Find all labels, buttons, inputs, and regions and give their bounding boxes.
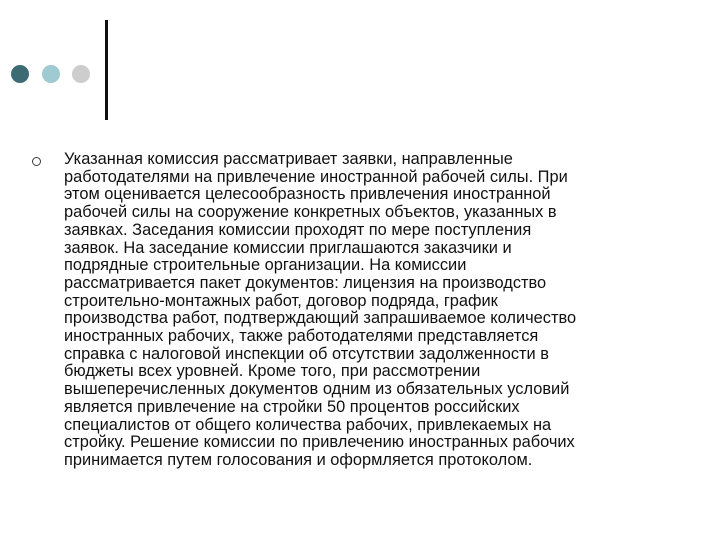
body-line: рассматривается пакет документов: лицензия на производство [64, 273, 547, 292]
body-line: заявок. На заседание комиссии приглашаются заказчики и [64, 238, 512, 257]
decor-dot-dark [11, 65, 29, 83]
body-line: этом оценивается целесообразность привлечения иностранной [64, 185, 551, 204]
body-line: стройку. Решение комиссии по привлечению иностранных рабочих [64, 433, 575, 452]
body-line: подрядные строительные организации. На комиссии [64, 256, 467, 275]
decor-vertical-rule [105, 20, 108, 120]
body-line: вышеперечисленных документов одним из обязательных условий [64, 380, 570, 399]
body-line: справка с налоговой инспекции об отсутствии задолженности в [64, 344, 549, 363]
body-paragraph [64, 151, 674, 470]
body-line: строительно-монтажных работ, договор подряда, график [64, 291, 498, 310]
hollow-circle-bullet-icon [32, 157, 41, 166]
body-line: иностранных рабочих, также работодателями представляется [64, 327, 539, 346]
body-line: Указанная комиссия рассматривает заявки, направленные [64, 150, 513, 168]
body-line: является привлечение на стройки 50 процентов российских [64, 397, 520, 416]
body-line: работодателями на привлечение иностранной рабочей силы. При [64, 167, 568, 186]
body-line: заявках. Заседания комиссии проходят по мере поступления [64, 220, 532, 239]
body-line: принимается путем голосования и оформляется протоколом. [64, 450, 533, 469]
decor-dot-light-blue [42, 65, 60, 83]
decor-dot-gray [72, 65, 90, 83]
body-line: рабочей силы на сооружение конкретных объектов, указанных в [64, 203, 557, 222]
body-line: бюджеты всех уровней. Кроме того, при рассмотрении [64, 362, 481, 381]
body-line: производства работ, подтверждающий запрашиваемое количество [64, 309, 577, 328]
body-line: специалистов от общего количества рабочих, привлекаемых на [64, 415, 552, 434]
